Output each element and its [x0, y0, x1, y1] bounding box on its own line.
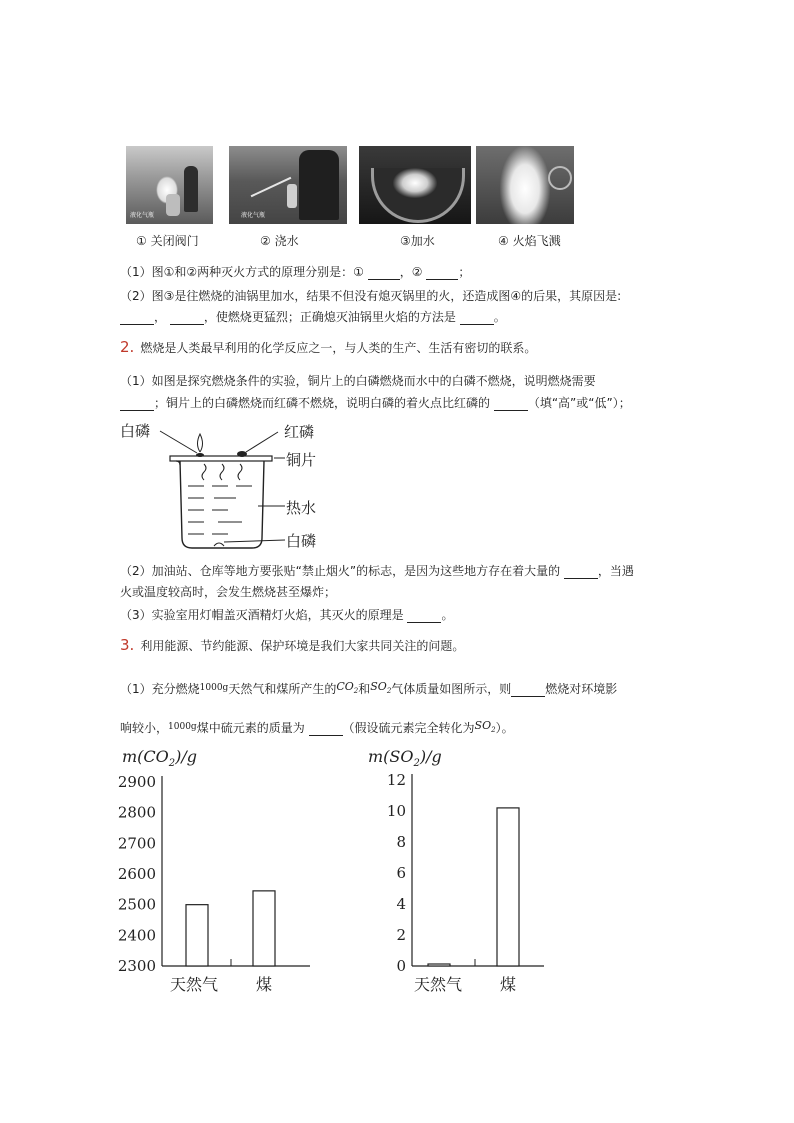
answer-blank[interactable] — [120, 397, 154, 411]
bar-natural-gas — [428, 964, 450, 966]
q1-part2: （2）图③是往燃烧的油锅里加水，结果不但没有熄灭锅里的火，还造成图④的后果，其原因是: — [120, 289, 622, 303]
hot-water-lines — [188, 486, 252, 534]
q2-part2-cont: 火或温度较高时，会发生燃烧甚至爆炸； — [120, 585, 337, 599]
bar-coal — [497, 808, 519, 966]
y-tick-label: 8 — [396, 833, 406, 851]
answer-blank[interactable] — [368, 266, 400, 280]
y-tick-label: 2300 — [117, 957, 156, 975]
answer-blank[interactable] — [120, 311, 154, 325]
photo-flame-splash — [476, 146, 574, 224]
y-tick-label: 0 — [396, 957, 406, 975]
y-axis-label: $m(CO_2)/g$ — [122, 747, 198, 769]
answer-blank[interactable] — [309, 722, 343, 736]
photo-add-water — [359, 146, 471, 224]
photo-close-valve — [126, 146, 213, 224]
beaker — [180, 461, 264, 548]
photo-sign: 液化气瓶 — [241, 212, 266, 219]
so2-bar-chart — [360, 742, 560, 1002]
y-tick-label: 2800 — [117, 803, 156, 822]
x-category-label: 煤 — [255, 975, 273, 994]
steam — [202, 464, 242, 480]
answer-blank[interactable] — [170, 311, 204, 325]
answer-blank[interactable] — [494, 397, 528, 411]
y-tick-label: 4 — [396, 895, 406, 913]
white-phosphorus-water — [214, 543, 224, 546]
answer-blank[interactable] — [407, 609, 441, 623]
q2-part1-cont: ；铜片上的白磷燃烧而红磷不燃烧，说明白磷的着火点比红磷的 （填“高”或“低”）； — [120, 394, 631, 411]
q1-part1: （1）图①和②两种灭火方式的原理分别是：① ，② ； — [120, 265, 471, 279]
question-number: 2. — [120, 338, 135, 356]
q3-part1-cont: 响较小，$^{1000g}$煤中硫元素的质量为 （假设硫元素完全转化为$SO_2$）。 — [120, 719, 514, 735]
bar-natural-gas — [186, 905, 208, 966]
label-copper-plate: 铜片 — [286, 451, 317, 469]
answer-blank[interactable] — [426, 266, 458, 280]
answer-blank[interactable] — [564, 565, 598, 579]
x-category-label: 天然气 — [169, 975, 219, 994]
caption-close-valve: ① 关闭阀门 — [136, 234, 199, 248]
label-white-phosphorus-top: 白磷 — [120, 422, 151, 440]
caption-add-water: ③加水 — [400, 234, 435, 248]
formula-co2: $CO_2$ — [336, 680, 359, 696]
bar-coal — [253, 891, 275, 966]
flame-icon — [198, 434, 203, 452]
y-tick-label: 6 — [396, 864, 406, 882]
answer-blank[interactable] — [460, 311, 494, 325]
y-axis-label: $m(SO_2)/g$ — [368, 747, 442, 769]
formula-so2: $SO_2$ — [474, 719, 496, 735]
y-tick-label: 12 — [386, 771, 406, 789]
red-phosphorus — [237, 451, 247, 457]
q1-part2-cont: ， ，使燃烧更猛烈；正确熄灭油锅里火焰的方法是 。 — [120, 308, 506, 325]
q2-part3: （3）实验室用灯帽盖灭酒精灯火焰，其灭火的原理是 。 — [120, 608, 454, 622]
y-tick-label: 2400 — [117, 926, 156, 945]
white-phosphorus-plate — [196, 453, 204, 457]
label-red-phosphorus: 红磷 — [284, 423, 315, 441]
question-number: 3. — [120, 636, 135, 654]
y-tick-label: 2900 — [117, 773, 156, 791]
answer-blank[interactable] — [511, 683, 545, 697]
co2-bar-chart — [110, 742, 350, 1002]
x-category-label: 天然气 — [413, 975, 463, 994]
y-tick-label: 2 — [396, 926, 406, 944]
caption-flame-splash: ④ 火焰飞溅 — [498, 234, 561, 248]
label-white-phosphorus-bottom: 白磷 — [286, 532, 317, 550]
photo-spray-water — [229, 146, 347, 224]
combustion-experiment-diagram — [118, 418, 358, 558]
copper-plate — [170, 456, 272, 461]
caption-spray-water: ② 浇水 — [260, 234, 299, 248]
y-tick-label: 10 — [386, 802, 406, 820]
label-hot-water: 热水 — [286, 499, 317, 517]
question-3-stem: 3. 利用能源、节约能源、保护环境是我们大家共同关注的问题。 — [120, 636, 465, 654]
photo-sign: 液化气瓶 — [130, 212, 155, 219]
formula-so2: $SO_2$ — [370, 680, 392, 696]
y-tick-label: 2600 — [117, 865, 156, 883]
y-tick-label: 2500 — [117, 895, 156, 914]
question-2-stem: 2. 燃烧是人类最早利用的化学反应之一，与人类的生产、生活有密切的联系。 — [120, 338, 537, 356]
q2-part1: （1）如图是探究燃烧条件的实验，铜片上的白磷燃烧而水中的白磷不燃烧，说明燃烧需要 — [120, 374, 596, 388]
q3-part1: （1）充分燃烧$^{1000g}$天然气和煤所产生的$CO_2$和$SO_2$气体质量如图所示，则 燃烧对环境影 — [120, 680, 618, 696]
q2-part2: （2）加油站、仓库等地方要张贴“禁止烟火”的标志，是因为这些地方存在着大量的 ，当遇 — [120, 564, 634, 578]
y-tick-label: 2700 — [117, 834, 156, 853]
x-category-label: 煤 — [499, 975, 517, 994]
